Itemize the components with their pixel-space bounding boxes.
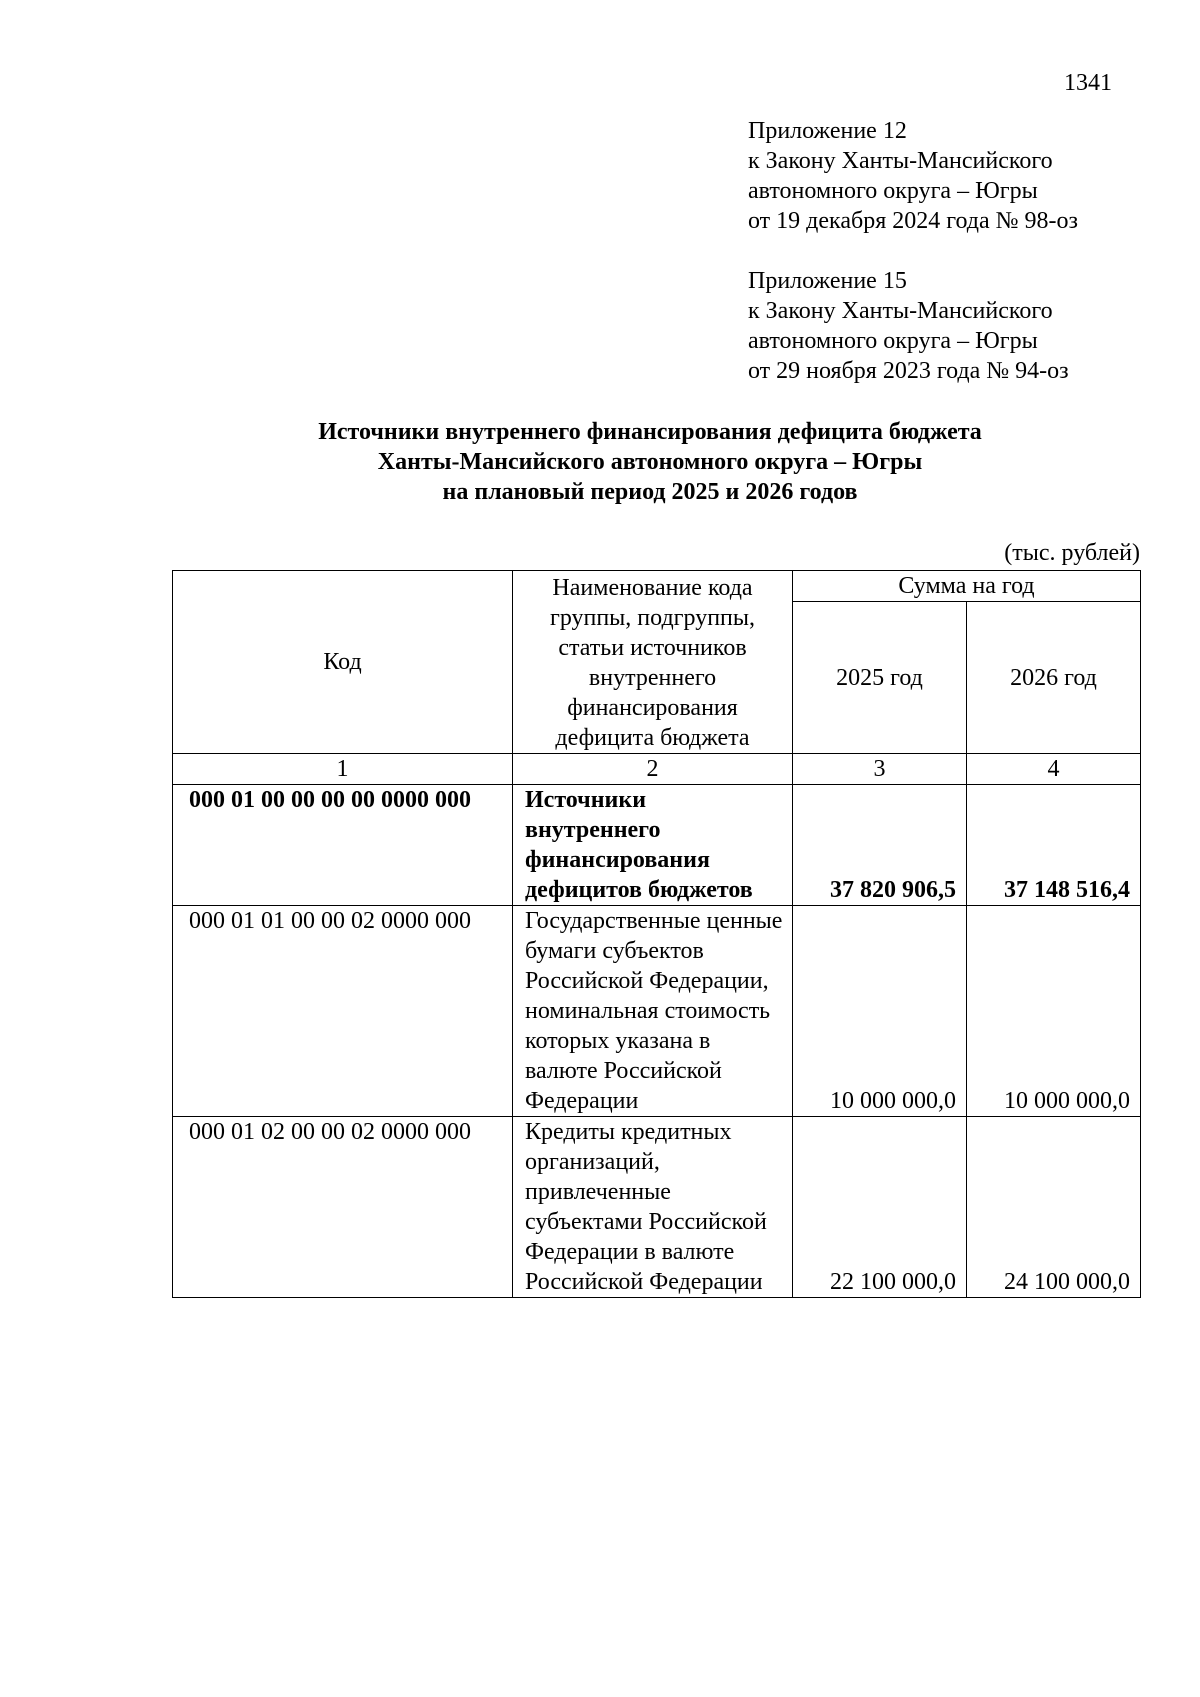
row-code: 000 01 01 00 00 02 0000 000: [173, 906, 513, 1117]
row-amount-2026: 24 100 000,0: [967, 1117, 1141, 1298]
title-line3: на плановый период 2025 и 2026 годов: [442, 479, 858, 505]
table-row: [173, 1117, 1141, 1298]
appendix-12-reference: [748, 116, 1078, 236]
row-amount-2026: 37 148 516,4: [967, 785, 1141, 906]
header-sum: Сумма на год: [793, 571, 1141, 602]
row-name: Кредиты кредитных организаций, привлеченные субъектами Российской Федерации в валюте Российской Федерации: [513, 1117, 793, 1298]
row-name: Государственные ценные бумаги субъектов Российской Федерации, номинальная стоимость которых указана в валюте Российской Федерации: [513, 906, 793, 1117]
table-row: [173, 906, 1141, 1117]
header-name: Наименование кода группы, подгруппы, статьи источников внутреннего финансирования дефицита бюджета: [513, 571, 793, 754]
appendix-12-line3: автономного округа – Югры: [748, 178, 1038, 204]
row-amount-2026: 10 000 000,0: [967, 906, 1141, 1117]
appendix-15-line4: от 29 ноября 2023 года № 94-оз: [748, 358, 1069, 384]
title-line2: Ханты-Мансийского автономного округа – Югры: [377, 449, 923, 475]
appendix-15-line1: Приложение 15: [748, 268, 907, 294]
row-amount-2025: 37 820 906,5: [793, 785, 967, 906]
budget-table: [172, 570, 1141, 1298]
appendix-12-line4: от 19 декабря 2024 года № 98-оз: [748, 208, 1079, 234]
appendix-15-line3: автономного округа – Югры: [748, 328, 1038, 354]
column-numbers-row: [173, 754, 1141, 785]
page-number: 1341: [1064, 70, 1112, 96]
row-name: Источники внутреннего финансирования дефицитов бюджетов: [513, 785, 793, 906]
appendix-12-line2: к Закону Ханты-Мансийского: [748, 148, 1053, 174]
appendix-12-line1: Приложение 12: [748, 118, 907, 144]
column-number: 1: [173, 754, 513, 785]
table-row: [173, 785, 1141, 906]
column-number: 4: [967, 754, 1141, 785]
row-amount-2025: 10 000 000,0: [793, 906, 967, 1117]
row-amount-2025: 22 100 000,0: [793, 1117, 967, 1298]
row-code: 000 01 02 00 00 02 0000 000: [173, 1117, 513, 1298]
column-number: 3: [793, 754, 967, 785]
units-label: (тыс. рублей): [1004, 540, 1140, 566]
row-code: 000 01 00 00 00 00 0000 000: [173, 785, 513, 906]
header-year-2026: 2026 год: [967, 602, 1141, 754]
title-line1: Источники внутреннего финансирования дефицита бюджета: [318, 419, 982, 445]
header-year-2025: 2025 год: [793, 602, 967, 754]
appendix-15-reference: [748, 266, 1069, 386]
column-number: 2: [513, 754, 793, 785]
appendix-15-line2: к Закону Ханты-Мансийского: [748, 298, 1053, 324]
document-title: [160, 417, 1140, 507]
header-code: Код: [173, 571, 513, 754]
